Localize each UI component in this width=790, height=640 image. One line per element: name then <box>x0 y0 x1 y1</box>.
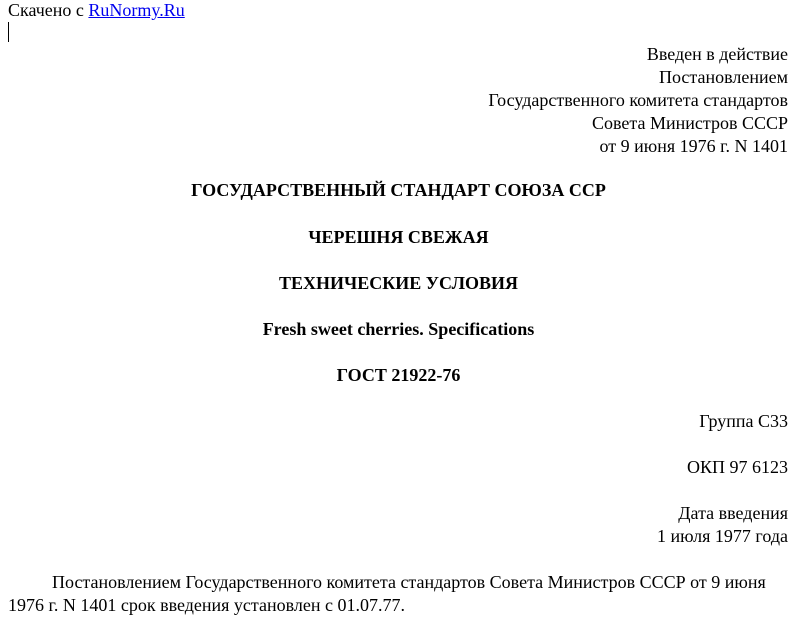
body-paragraph: Постановлением Государственного комитета стандартов Совета Министров СССР от 9 июня 1976 г. N 1401 срок введения установлен с 01.07.77. <box>8 572 766 615</box>
product-title: ЧЕРЕШНЯ СВЕЖАЯ <box>308 227 489 247</box>
english-title: Fresh sweet cherries. Specifications <box>262 319 535 339</box>
date-label: Дата введения <box>678 503 788 523</box>
download-source-line <box>8 0 185 22</box>
downloaded-prefix: Скачено с <box>8 0 84 20</box>
runormy-link[interactable]: RuNormy.Ru <box>88 0 185 20</box>
standard-title: ГОСУДАРСТВЕННЫЙ СТАНДАРТ СОЮЗА ССР <box>191 180 606 200</box>
enactment-line-2: Постановлением <box>658 67 788 87</box>
gost-number: ГОСТ 21922-76 <box>336 365 461 385</box>
enactment-block <box>488 43 788 158</box>
okp-code: ОКП 97 6123 <box>686 457 788 477</box>
group-code: Группа С33 <box>699 411 788 431</box>
enactment-line-1: Введен в действие <box>646 44 788 64</box>
text-caret <box>8 22 9 42</box>
conditions-title: ТЕХНИЧЕСКИЕ УСЛОВИЯ <box>279 273 518 293</box>
enactment-line-3: Государственного комитета стандартов <box>488 90 788 110</box>
date-value: 1 июля 1977 года <box>657 526 788 546</box>
enactment-line-4: Совета Министров СССР <box>592 113 788 133</box>
enactment-line-5: от 9 июня 1976 г. N 1401 <box>599 136 788 156</box>
